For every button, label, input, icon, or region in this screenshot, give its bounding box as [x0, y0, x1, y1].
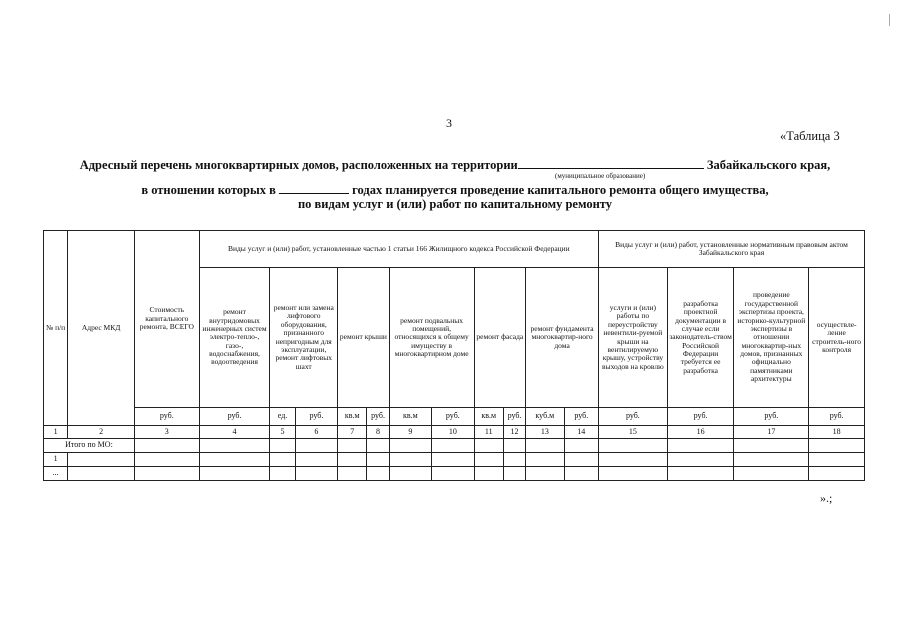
table-row [44, 453, 865, 467]
column-number-cell: 1 [44, 426, 68, 439]
col-pitched-roof-header: услуги и (или) работы по переустройству невентили-руемой крыши на вентилируемую крышу, устройству выходов на кровлю [599, 268, 668, 408]
heading-line-2-prefix: в отношении которых в [141, 183, 276, 197]
municipality-hint: (муниципальное образование) [555, 172, 646, 180]
heading-line-1-prefix: Адресный перечень многоквартирных домов, расположенных на территории [79, 158, 518, 172]
col-roof-header: ремонт крыши [338, 268, 390, 408]
unit-cell: руб. [367, 408, 389, 426]
column-number-cell: 17 [734, 426, 809, 439]
column-number-cell: 10 [432, 426, 474, 439]
column-number-cell: 5 [270, 426, 295, 439]
unit-cell: кв.м [389, 408, 431, 426]
unit-cell: руб. [809, 408, 865, 426]
closing-quote: ».; [820, 491, 833, 505]
heading-line-1-suffix: Забайкальского края, [706, 158, 831, 172]
unit-cell: руб. [134, 408, 199, 426]
unit-cell: кв.м [474, 408, 503, 426]
table-label: «Таблица 3 [780, 129, 840, 143]
heading-line-2-suffix: годах планируется проведение капитального ремонта общего имущества, [352, 183, 769, 197]
units-row [44, 408, 865, 426]
column-number-cell: 8 [367, 426, 389, 439]
column-number-cell: 3 [134, 426, 199, 439]
heading-line-3: по видам услуг и (или) работ по капитальному ремонту [297, 197, 613, 211]
row-number: 1 [44, 453, 68, 467]
col-foundation-header: ремонт фундамента многоквартир-ного дома [526, 268, 599, 408]
unit-cell: куб.м [526, 408, 564, 426]
table-row [44, 467, 865, 481]
col-elevator-header: ремонт или замена лифтового оборудования, признанного непригодным для эксплуатации, ремонт лифтовых шахт [270, 268, 338, 408]
column-number-cell: 7 [338, 426, 367, 439]
col-total-header: Стоимость капитального ремонта, ВСЕГО [134, 231, 199, 408]
group-housing-code-header: Виды услуг и (или) работ, установленные частью 1 статьи 166 Жилищного кодекса Российской Федерации [199, 231, 598, 268]
row-number: ... [44, 467, 68, 481]
column-number-cell: 11 [474, 426, 503, 439]
total-row [44, 439, 865, 453]
col-expertise-header: проведение государственной экспертизы проекта, историко-культурной экспертизы в отношении многоквартир-ных домов, признанных официально памятниками архитектуры [734, 268, 809, 408]
col-control-header: осуществле-ление строитель-ного контроля [809, 268, 865, 408]
unit-cell: руб. [503, 408, 525, 426]
heading-line-2 [40, 182, 870, 198]
unit-cell: кв.м [338, 408, 367, 426]
column-number-cell: 12 [503, 426, 525, 439]
unit-cell: руб. [199, 408, 270, 426]
column-number-cell: 18 [809, 426, 865, 439]
column-number-cell: 14 [564, 426, 598, 439]
column-number-cell: 2 [68, 426, 135, 439]
unit-cell: ед. [270, 408, 295, 426]
column-number-cell: 9 [389, 426, 431, 439]
col-number-header: № п/п [44, 231, 68, 426]
unit-cell: руб. [734, 408, 809, 426]
unit-cell: руб. [432, 408, 474, 426]
column-number-cell: 16 [667, 426, 734, 439]
unit-cell: руб. [564, 408, 598, 426]
column-number-cell: 4 [199, 426, 270, 439]
col-address-header: Адрес МКД [68, 231, 135, 426]
unit-cell: руб. [599, 408, 668, 426]
unit-cell: руб. [295, 408, 337, 426]
numbers-row [44, 426, 865, 439]
col-design-header: разработка проектной документации в случае если законодатель-ством Российской Федерации требуется ее разработка [667, 268, 734, 408]
group-regional-act-header: Виды услуг и (или) работ, установленные нормативным правовым актом Забайкальского края [599, 231, 865, 268]
page-number: 3 [446, 116, 452, 130]
margin-mark [889, 14, 890, 26]
col-basement-header: ремонт подвальных помещений, относящихся к общему имуществу в многоквартирном доме [389, 268, 474, 408]
column-number-cell: 13 [526, 426, 564, 439]
heading-line-1 [40, 157, 870, 173]
unit-cell: руб. [667, 408, 734, 426]
col-facade-header: ремонт фасада [474, 268, 526, 408]
years-blank [279, 182, 349, 194]
column-number-cell: 15 [599, 426, 668, 439]
total-row-label: Итого по МО: [44, 439, 135, 453]
column-number-cell: 6 [295, 426, 337, 439]
repair-table [43, 230, 865, 481]
municipality-blank [518, 157, 704, 169]
col-engineering-header: ремонт внутридомовых инженерных систем электро-тепло-, газо-, водоснабжения, водоотведения [199, 268, 270, 408]
